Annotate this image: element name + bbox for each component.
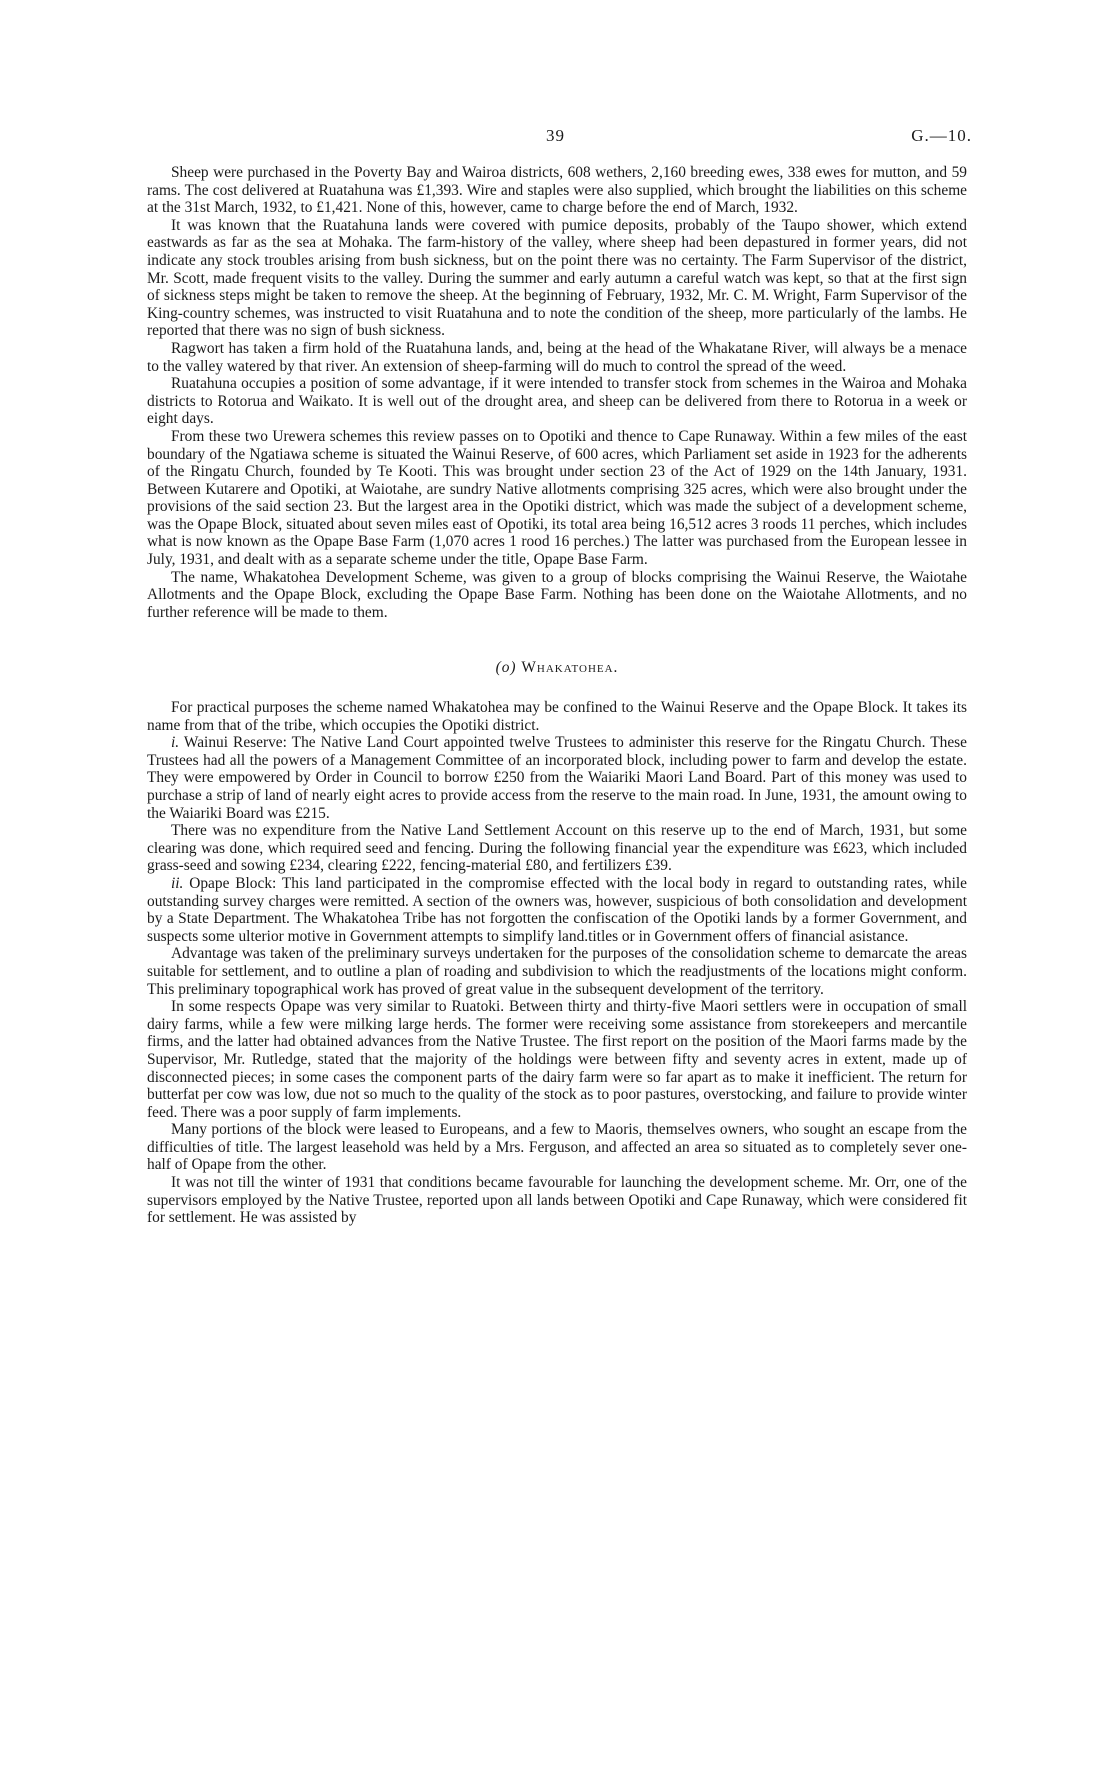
- paragraph-text: There was no expenditure from the Native Land Settlement Account on this reserve up to the end of March, 1931, but some clearing was done, which required seed and fencing. During the following financial year the expenditure was £623, which included grass-seed and sowing £234, clearing £222, fencing-material £80, and fertilizers £39.: [147, 822, 967, 875]
- page-number: 39: [546, 126, 565, 145]
- paragraph: Ragwort has taken a firm hold of the Ruatahuna lands, and, being at the head of the Whakatane River, will always be a menace to the valley watered by that river. An extension of sheep-farming will do much to control the spread of the weed.: [147, 339, 967, 375]
- section-letter: (o): [495, 659, 517, 677]
- paragraph-text: Many portions of the block were leased to Europeans, and a few to Maoris, themselves owners, who sought an escape from the difficulties of title. The largest leasehold was held by a Mrs. Ferguson, and affected an area so situated as to completely sever one-half of Opape from the other.: [147, 1121, 967, 1174]
- paragraph: [147, 945, 967, 998]
- paragraph: [147, 1174, 967, 1227]
- paragraph-text: For practical purposes the scheme named Whakatohea may be confined to the Wainui Reserve and the Opape Block. It takes its name from that of the tribe, which occupies the Opotiki district.: [147, 699, 967, 734]
- paragraph-text: Wainui Reserve: The Native Land Court appointed twelve Trustees to administer this reserve for the Ringatu Church. These Trustees had all the powers of a Management Committee of an incorporated block, including power to farm and develop the estate. They were empowered by Order in Council to borrow £250 from the Waiariki Maori Land Board. Part of this money was used to purchase a strip of land of nearly eight acres to provide access from the reserve to the main road. In June, 1931, the amount owing to the Waiariki Board was £215.: [147, 734, 968, 822]
- paragraph: Ruatahuna occupies a position of some advantage, if it were intended to transfer stock from schemes in the Wairoa and Mohaka districts to Rotorua and Waikato. It is well out of the drought area, and sheep can be delivered from there to Rotorua in a week or eight days.: [147, 375, 967, 428]
- paragraph: [147, 822, 967, 875]
- body-text: [147, 164, 967, 1227]
- paragraph-text: Advantage was taken of the preliminary surveys undertaken for the purposes of the consolidation scheme to demarcate the areas suitable for settlement, and to outline a plan of roading and subdivision to which the readjustments of the locations might conform. This preliminary topographical work has proved of great value in the subsequent development of the territory.: [147, 945, 967, 998]
- paragraph: [147, 998, 967, 1121]
- page-header: [0, 126, 1114, 150]
- roman-numeral: ii.: [171, 874, 184, 892]
- paragraph: [147, 699, 967, 734]
- paper-reference: G.—10.: [911, 126, 972, 145]
- paragraph: From these two Urewera schemes this review passes on to Opotiki and thence to Cape Runaway. Within a few miles of the east boundary of the Ngatiawa scheme is situated the Wainui Reserve, of 600 acres, which Parliament set aside in 1923 for the adherents of the Ringatu Church, founded by Te Kooti. This was brought under section 23 of the Act of 1929 on the 14th January, 1931. Between Kutarere and Opotiki, at Waiotahe, are sundry Native allotments comprising 325 acres, which were also brought under the provisions of the said section 23. But the largest area in the Opotiki district, which was made the subject of a development scheme, was the Opape Block, situated about seven miles east of Opotiki, its total area being 16,512 acres 3 roods 11 perches, which includes what is now known as the Opape Base Farm (1,070 acres 1 rood 16 perches.) The latter was purchased from the European lessee in July, 1931, and dealt with as a separate scheme under the title, Opape Base Farm.: [147, 427, 967, 569]
- paragraph: [147, 875, 967, 945]
- paragraph-text: Opape Block: This land participated in the compromise effected with the local body in regard to outstanding rates, while outstanding survey charges were remitted. A section of the owners was, however, suspicious of both consolidation and development by a State Department. The Whakatohea Tribe has not forgotten the confiscation of the Opotiki lands by a former Government, and suspects some ulterior motive in Government attempts to simplify land.titles or in Government offers of financial asistance.: [147, 874, 967, 945]
- paragraph-text: It was not till the winter of 1931 that conditions became favourable for launching the development scheme. Mr. Orr, one of the supervisors employed by the Native Trustee, reported upon all lands between Opotiki and Cape Runaway, which were considered fit for settlement. He was assisted by: [147, 1174, 967, 1227]
- roman-numeral: i.: [171, 734, 180, 752]
- section-heading: [147, 659, 967, 677]
- paragraph: [147, 734, 967, 822]
- paragraph: [147, 1121, 967, 1174]
- paragraph: It was known that the Ruatahuna lands were covered with pumice deposits, probably of the Taupo shower, which extend eastwards as far as the sea at Mohaka. The farm-history of the valley, where sheep had been depastured in former years, did not indicate any stock troubles arising from bush sickness, but on the point there was no certainty. The Farm Supervisor of the district, Mr. Scott, made frequent visits to the valley. During the summer and early autumn a careful watch was kept, so that at the first sign of sickness steps might be taken to remove the sheep. At the beginning of February, 1932, Mr. C. M. Wright, Farm Supervisor of the King-country schemes, was instructed to visit Ruatahuna and to note the condition of the sheep, more particularly of the lambs. He reported that there was no sign of bush sickness.: [147, 216, 967, 340]
- paragraph: The name, Whakatohea Development Scheme, was given to a group of blocks comprising the Wainui Reserve, the Waiotahe Allotments and the Opape Block, excluding the Opape Base Farm. Nothing has been done on the Waiotahe Allotments, and no further reference will be made to them.: [147, 568, 967, 621]
- paragraph: Sheep were purchased in the Poverty Bay and Wairoa districts, 608 wethers, 2,160 breeding ewes, 338 ewes for mutton, and 59 rams. The cost delivered at Ruatahuna was £1,393. Wire and staples were also supplied, which brought the liabilities on this scheme at the 31st March, 1932, to £1,421. None of this, however, came to charge before the end of March, 1932.: [147, 164, 967, 217]
- section-title: Whakatohea.: [521, 659, 619, 677]
- paragraph-text: In some respects Opape was very similar to Ruatoki. Between thirty and thirty-five Maori settlers were in occupation of small dairy farms, while a few were milking large herds. The former were receiving some assistance from storekeepers and mercantile firms, and the latter had obtained advances from the Native Trustee. The first report on the position of the Maori farms made by the Supervisor, Mr. Rutledge, stated that the majority of the holdings were between fifty and seventy acres in extent, made up of disconnected pieces; in some cases the component parts of the dairy farm were so far apart as to make it inefficient. The return for butterfat per cow was low, due not so much to the quality of the stock as to poor pastures, overstocking, and failure to provide winter feed. There was a poor supply of farm implements.: [147, 998, 967, 1121]
